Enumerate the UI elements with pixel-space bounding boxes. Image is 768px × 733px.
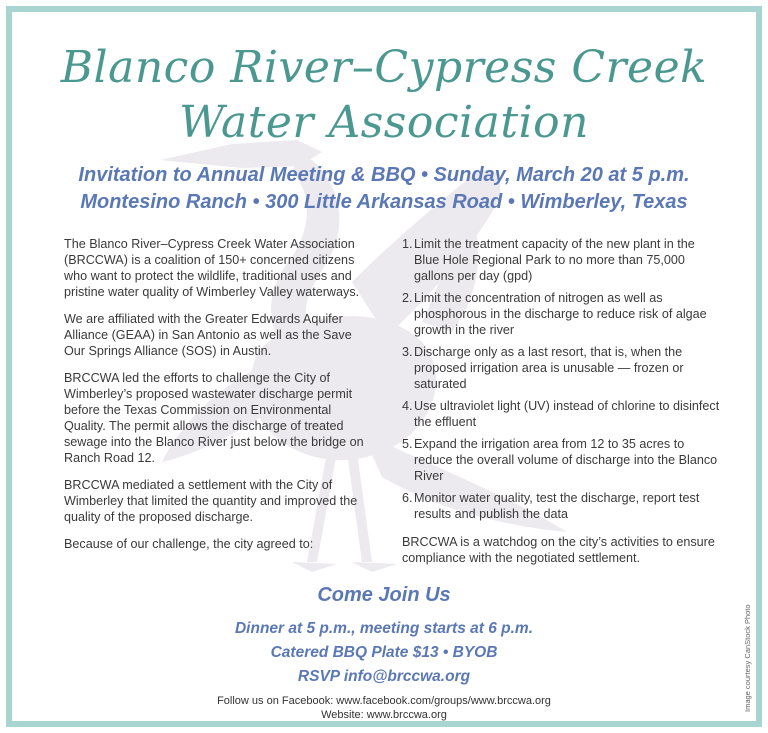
list-item xyxy=(402,436,722,484)
list-item xyxy=(402,290,722,338)
agreement-list xyxy=(402,236,722,522)
list-text: Discharge only as a last resort, that is, when the proposed irrigation area is unusable — frozen or saturated xyxy=(414,345,684,391)
org-title-line1: Blanco River–Cypress Creek xyxy=(60,42,708,93)
settlement-paragraph: BRCCWA mediated a settlement with the City of Wimberley that limited the quantity and improved the quality of the proposed discharge. xyxy=(64,478,358,524)
invitation-line2: Montesino Ranch • 300 Little Arkansas Road • Wimberley, Texas xyxy=(80,191,688,213)
list-text: Expand the irrigation area from 12 to 35 acres to reduce the overall volume of discharge into the Blanco River xyxy=(414,437,718,483)
schedule-line: Dinner at 5 p.m., meeting starts at 6 p.m. xyxy=(234,620,534,637)
intro-paragraph: The Blanco River–Cypress Creek Water Association (BRCCWA) is a coalition of 150+ concerned citizens who want to protect the wildlife, traditional uses and pristine water quality of Wimberley Valley waterways. xyxy=(64,237,360,299)
list-number: 5. xyxy=(402,437,413,451)
image-credit: Image courtesy CanStock Photo xyxy=(743,604,752,712)
list-item xyxy=(402,344,722,392)
list-item xyxy=(402,490,722,522)
list-number: 2. xyxy=(402,291,413,305)
list-number: 4. xyxy=(402,399,413,413)
list-text: Use ultraviolet light (UV) instead of chlorine to disinfect the effluent xyxy=(414,399,720,429)
list-text: Limit the concentration of nitrogen as well as phosphorous in the discharge to reduce risk of algae growth in the river xyxy=(414,291,707,337)
list-item xyxy=(402,398,722,430)
come-join-heading: Come Join Us xyxy=(317,584,451,606)
flyer-frame xyxy=(6,6,762,727)
list-number: 3. xyxy=(402,345,413,359)
list-text: Limit the treatment capacity of the new plant in the Blue Hole Regional Park to no more than 75,000 gallons per day (gpd) xyxy=(414,237,695,283)
affiliation-paragraph: We are affiliated with the Greater Edwards Aquifer Alliance (GEAA) in San Antonio as well as the Save Our Springs Alliance (SOS) in Austin. xyxy=(64,312,352,358)
list-text: Monitor water quality, test the discharge, report test results and publish the data xyxy=(414,491,700,521)
invitation-line1: Invitation to Annual Meeting & BBQ • Sunday, March 20 at 5 p.m. xyxy=(78,164,690,186)
list-item xyxy=(402,236,722,284)
left-column xyxy=(64,236,374,563)
list-number: 6. xyxy=(402,491,413,505)
facebook-link[interactable]: Follow us on Facebook: www.facebook.com/groups/www.brccwa.org xyxy=(217,695,551,707)
list-number: 1. xyxy=(402,237,413,251)
rsvp-line: RSVP info@brccwa.org xyxy=(297,668,471,685)
watchdog-paragraph: BRCCWA is a watchdog on the city’s activities to ensure compliance with the negotiated settlement. xyxy=(402,535,715,565)
website-link[interactable]: Website: www.brccwa.org xyxy=(321,709,447,721)
org-title-line2: Water Association xyxy=(179,97,589,148)
agreement-lead-paragraph: Because of our challenge, the city agreed to: xyxy=(64,537,314,551)
price-line: Catered BBQ Plate $13 • BYOB xyxy=(270,644,498,661)
right-column xyxy=(402,236,722,577)
challenge-paragraph: BRCCWA led the efforts to challenge the City of Wimberley’s proposed wastewater discharge permit before the Texas Commission on Environmental Quality. The permit allows the discharge of treated sewage into the Blanco River just below the bridge on Ranch Road 12. xyxy=(64,371,364,465)
